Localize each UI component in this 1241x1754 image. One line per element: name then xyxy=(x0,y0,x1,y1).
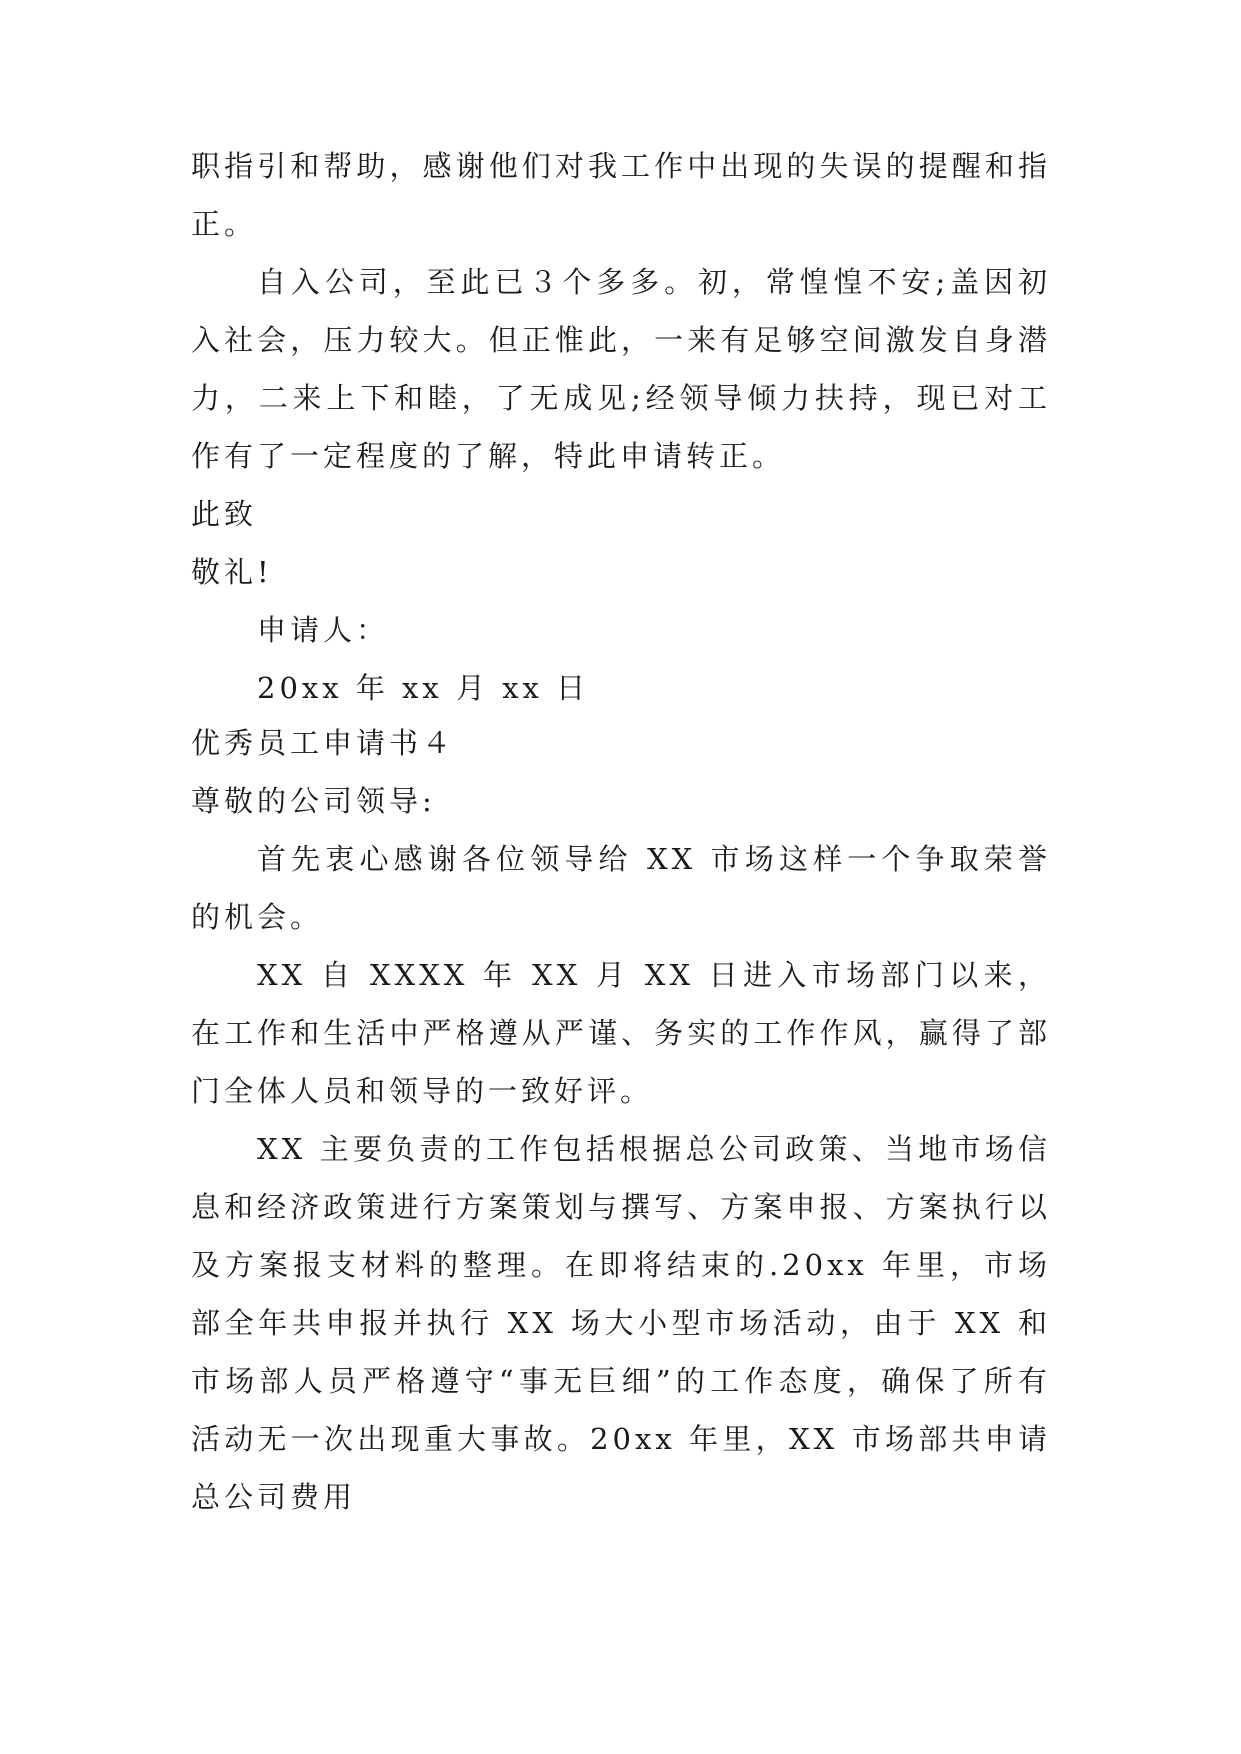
section-title: 优秀员工申请书４ xyxy=(191,726,456,760)
paragraph-responsibilities: XX 主要负责的工作包括根据总公司政策、当地市场信息和经济政策进行方案策划与撰写、方案申报、方案执行以及方案报支材料的整理。在即将结束的.20xx 年里，市场部全年共申报并执行 XX 场大小型市场活动，由于 XX 和市场部人员严格遵守“事无巨细”的工作态度，确保了所有活动无一次出现重大事故。20xx 年里，XX 市场部共申请总公司费用 xyxy=(191,1132,1051,1514)
date-line: 20xx 年 xx 月 xx 日 xyxy=(257,671,590,705)
paragraph-thanks: 首先衷心感谢各位领导给 XX 市场这样一个争取荣誉的机会。 xyxy=(191,842,1051,934)
document-section-block xyxy=(191,714,1051,1526)
closing-line-2: 敬礼! xyxy=(191,555,273,589)
continuation-paragraph: 职指引和帮助，感谢他们对我工作中出现的失误的提醒和指正。 xyxy=(191,149,1051,241)
salutation: 尊敬的公司领导: xyxy=(191,784,436,818)
document-top-block xyxy=(191,137,1051,717)
paragraph-joined: XX 自 XXXX 年 XX 月 XX 日进入市场部门以来，在工作和生活中严格遵从严谨、务实的工作作风，赢得了部门全体人员和领导的一致好评。 xyxy=(191,958,1051,1108)
closing-line-1: 此致 xyxy=(191,497,258,531)
paragraph-transfer-request: 自入公司，至此已３个多多。初，常惶惶不安;盖因初入社会，压力较大。但正惟此，一来有足够空间激发自身潜力，二来上下和睦，了无成见;经领导倾力扶持，现已对工作有了一定程度的了解，特此申请转正。 xyxy=(191,265,1051,473)
applicant-label: 申请人： xyxy=(257,613,390,647)
